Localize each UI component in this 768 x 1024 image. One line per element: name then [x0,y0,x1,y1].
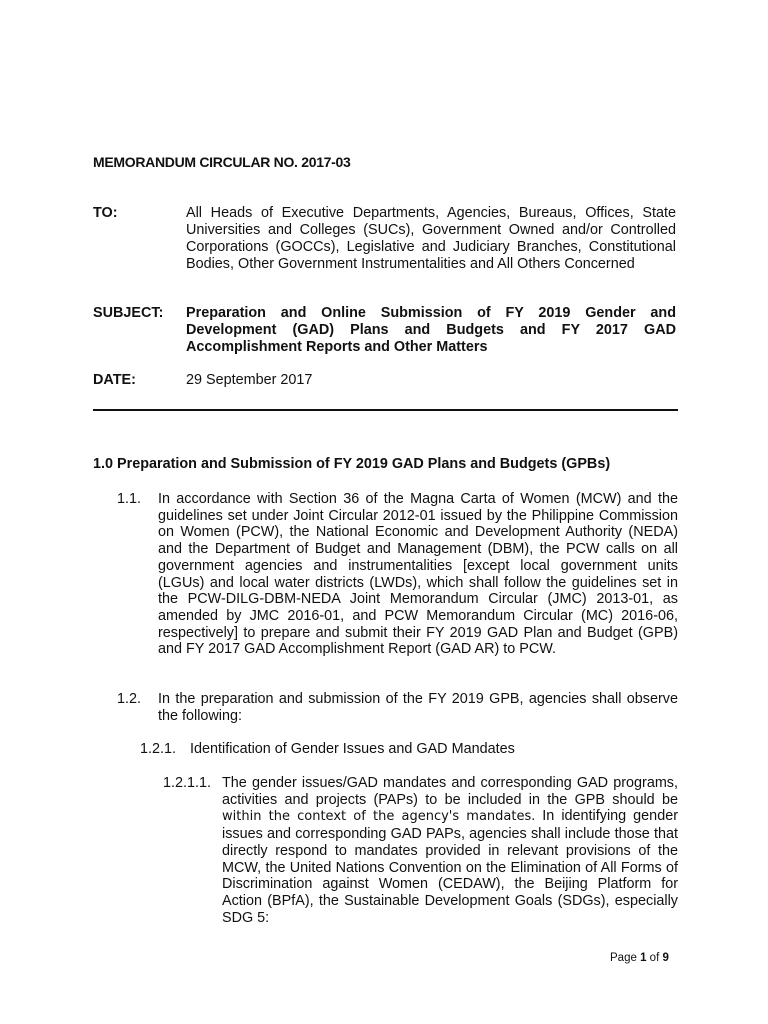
date-value: 29 September 2017 [186,372,313,388]
memo-title: MEMORANDUM CIRCULAR NO. 2017-03 [93,154,351,170]
page-word: Page [610,952,637,964]
subject-label: SUBJECT: [93,305,164,321]
to-value: All Heads of Executive Departments, Agencies, Bureaus, Offices, State Universities and Colleges (SUCs), Government Owned and/or Controlled Corporations (GOCCs), Legislative and Judiciary Branches, Constitutional Bodies, Other Government Instrumentalities and All Others Concerned [186,205,676,272]
date-label: DATE: [93,372,136,388]
paragraph-number: 1.2. [117,691,142,707]
paragraph-text [222,775,678,926]
of-word: of [649,952,660,964]
page-footer [610,952,669,964]
paragraph-text-emphasis: within the context of the agency's mandates [222,809,532,825]
paragraph-number: 1.2.1.1. [163,775,212,791]
paragraph-text: In the preparation and submission of the FY 2019 GPB, agencies shall observe the following: [158,691,678,724]
header-divider [93,409,678,411]
paragraph-text: In accordance with Section 36 of the Magna Carta of Women (MCW) and the guidelines set under Joint Circular 2012-01 issued by the Philippine Commission on Women (PCW), the National Economic and Development Authority (NEDA) and the Department of Budget and Management (DBM), the PCW calls on all government agencies and instrumentalities [except local government units (LGUs) and local water districts (LWDs), which shall follow the guidelines set in the PCW-DILG-DBM-NEDA Joint Memorandum Circular (JMC) 2013-01, as amended by JMC 2016-01, and PCW Memorandum Circular (MC) 2016-06, respectively] to prepare and submit their FY 2019 GAD Plan and Budget (GPB) and FY 2017 GAD Accomplishment Report (GAD AR) to PCW. [158,491,678,658]
subject-value: Preparation and Online Submission of FY 2019 Gender and Development (GAD) Plans and Budgets and FY 2017 GAD Accomplishment Reports and Other Matters [186,305,676,355]
paragraph-number: 1.1. [117,491,142,507]
to-label: TO: [93,205,118,221]
paragraph-text-a: The gender issues/GAD mandates and corresponding GAD programs, activities and projects (PAPs) to be included in the GPB should be [222,775,678,808]
paragraph-text: Identification of Gender Issues and GAD Mandates [190,741,515,757]
paragraph-text-c: . In identifying gender issues and corresponding GAD PAPs, agencies shall include those that directly respond to mandates provided in relevant provisions of the MCW, the United Nations Convention on the Elimination of All Forms of Discrimination against Women (CEDAW), the Beijing Platform for Action (BPfA), the Sustainable Development Goals (SDGs), especially SDG 5: [222,808,678,926]
page-total: 9 [662,952,669,964]
page-current: 1 [640,952,647,964]
section-1-title: 1.0 Preparation and Submission of FY 2019 GAD Plans and Budgets (GPBs) [93,456,611,472]
paragraph-number: 1.2.1. [140,741,177,757]
